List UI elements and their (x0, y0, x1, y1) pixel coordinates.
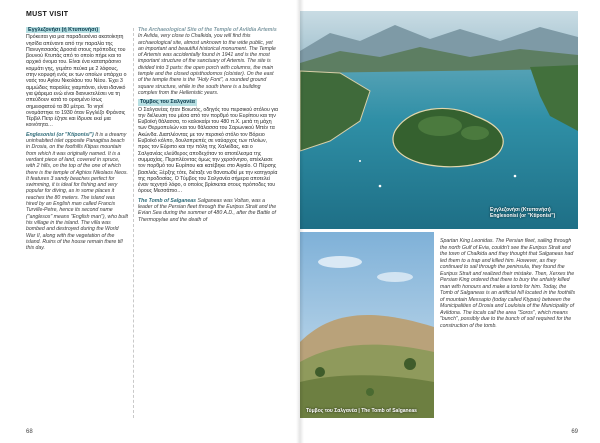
page-number-left: 68 (26, 429, 33, 435)
right-page (300, 0, 600, 443)
tomb-hill-illustration (300, 232, 434, 418)
artemis-site-title: The Archaeological Site of the Temple of Avlidia Artemis (138, 27, 277, 33)
englezonisi-english-body: It is a dreamy uninhabited islet opposite Panagitsa beach in Drosia, on the foothills Ktipas mountain from which it was originally named. It is a verdant piece of land, covered in spruce, with 2 hills, on the top of the one of which there is the temple of Aghios Nikolaos Neos. It features 3 sandy beaches perfect for swimming, it is ideal for fishing and very popular for diving, as in some places it reaches the 80 meters. The island was hired by an English man called Francis Turville-Petre, hence its second name ("anglesos" means "English man"), who built his village in the island. The villa was bombed and destroyed during the World War II, along with the vegetation of the island. Ruins of the house remain there till this day. (26, 131, 128, 252)
section-title: MUST VISIT (26, 11, 69, 18)
right-column-text (440, 238, 578, 418)
tomb-hill-photo (300, 232, 434, 418)
englezonisi-greek-body: Πρόκειται για μια παραδεισένια ακατοίκητη νησίδα απέναντι από την παραλία της Πανυγιτσασάς Δροσιά στους πρόποδες του βουνού Κτυπάς από το οποίο πήρε και το αρχικό όνομα του. Είναι ένα καταπράσινο κομμάτι γης, γεμάτο πεύκα με 2 λόφους, στην κορυφή ενός εκ των οποίων υπάρχει ο ναός του Αγίου Νικολάου του Νέου. Έχει 3 αμμώδεις παραλίες γιαμπάνιο, είναι ιδανικό για ψάρεμα ενώ είναι διανυκτελέσει να τη σπεύδουν κατά το ορισμένο ίσως σημειοφατού τα 80 μέτρα. Το νησί ονομάστηκε το 1930 όταν Εγγλέζο Φράνσις Τέρβιλ Πετρ έζησε και ίδρυσε εκεί μια κοινότητα… (26, 34, 127, 129)
column-divider (133, 28, 134, 418)
island-aerial-illustration (300, 11, 578, 229)
left-column-2 (138, 27, 278, 419)
englezonisi-heading: Εγγλεζονήσι (ή Κτυπονήσι) (28, 27, 99, 33)
tomb-photo-caption: Τύμβος του Σαλγανέα | The Tomb of Salganeas (306, 408, 417, 414)
page-number-right: 69 (571, 429, 578, 435)
left-column-1 (26, 27, 128, 419)
salganeas-english-body: Salganeas was Voltan, was a leader of the Persian fleet through the Euripus Strait and the Evian Sea during the summer of 480 A.D., after the Battle of Thermopylae and the death of (138, 197, 277, 223)
artemis-site-body: In Avlida, very close to Chalkida, you will find this archaeological site, almost unknown to the wide public, yet an important and beautiful historical monument. The Temple of Artemis was accidentally found in 1941 and is the most important structure of the sanctuary of Artemis. The site is divided into 3 parts: the open porch with columns, the main temple and the closed opisthodomos (cloister). On the east of the temple there is the "Holy Font", a rounded ground square structure, while in the south there is a building complex from the Hellenistic years. (138, 33, 276, 96)
salganeas-heading: Τύμβος του Σαλγανέα (140, 99, 195, 106)
englezonisi-english-title: Englesonisi (or "Ktiponisi") (26, 131, 94, 138)
spread-gutter (296, 0, 304, 443)
salganeas-english-continued: Spartan King Leonidas. The Persian fleet, sailing through the north Gulf of Evia, couldn't see the Euripus Strait and the town of Chalkida and they thought that Salganeas had led them to a trap and killed him. However, as they continued to sail through the peninsula, they found the Euripus Strait and realized their mistake. Then, Xerxes the Persian King ordered that there to bury the unfairly killed man with honours and make a tomb for him. Today, the Tomb of Salganeas is an artificial hill located in the foothills of mountain Messapio (today called Ktypas) between the Municipalities of Drosia and Louloisia of the Municipality of Avlidona. The locals call the area "Soros", which means "bunch", possibly due to the bunch of soil required for the construction of the tomb. (440, 238, 576, 329)
salganeas-english-title: The Tomb of Salganeas (138, 197, 197, 204)
salganeas-greek-body: Ο Σαλγανέας ήταν Βοιωτός, οδηγός του περσικού στόλου για την διέλευση του μέσα από τον πορθμό του Ευρίπου και την Ευβοϊκή θάλασσα, το καλοκαίρι του 480 π.Χ. μετά τη μάχη των Θερμοπυλών και του θάλασσα του Σαρωνικού Μπέν τα Ακώνδα. Διαπλέοντας με τον περσικό στόλο τον Βόρειο Ευβοϊκό κόλπο, δουλοπρεπές σε ναύαρχος των πλοίων, προς τον Εύριπο και την πόλη της Χαλκίδας, και ο Σαλγανέας ελεύθερος αποδεχόταν το αποτέλεσμα της συμμαχίας. Περιπλέοντας όμως την χερσόνησο, απέκλεισε τον πορθμό του Ευρίπου και κατέβηκε στο Αιγαίο. Ο Πέρσης βασιλιάς Ξέρξης τότε, διέταξε να θανατωθεί με την κατηγορία της προδοσίας. Ο Τύμβος του Σαλγανέα σήμερα αποτελεί έναν τεχνητό λόφο, ο οποίος βρίσκεται στους πρόποδες του όρους Μεσσάπιο… (138, 106, 278, 195)
island-aerial-photo (300, 11, 578, 229)
island-photo-caption: Εγγλεζονήσι (Κτυπονήσι) Englesonisi (or "Ktiponisi") (490, 207, 556, 219)
